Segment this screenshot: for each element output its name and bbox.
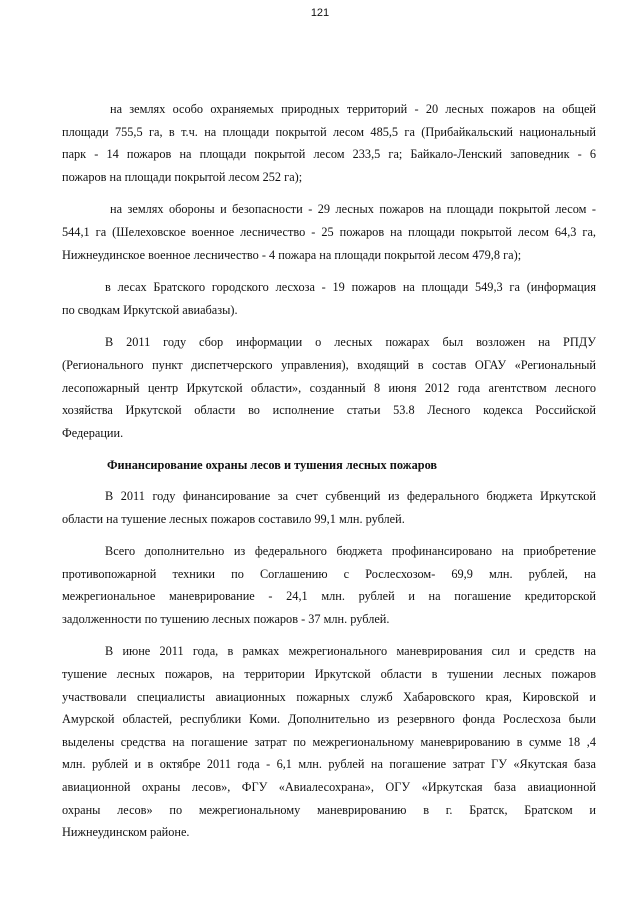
paragraph bbox=[62, 276, 596, 321]
text-line: авиационной охраны лесов», ФГУ «Авиалесохрана», ОГУ «Иркутская база авиационной bbox=[62, 780, 596, 795]
text-line: охраны лесов» по межрегиональному маневрированию в г. Братск, Братском и bbox=[62, 802, 596, 817]
text-line: по сводкам Иркутской авиабазы). bbox=[62, 302, 238, 317]
text-line: (Регионального пункт диспетчерского управления), входящий в состав ОГАУ «Региональный bbox=[62, 357, 596, 372]
text-line: В 2011 году финансирование за счет субвенций из федерального бюджета Иркутской bbox=[105, 488, 596, 503]
text-line: области на тушение лесных пожаров составило 99,1 млн. рублей. bbox=[62, 511, 405, 526]
paragraph-group-1 bbox=[62, 98, 596, 444]
text-line: в лесах Братского городского лесхоза - 19 пожаров на площади 549,3 га (информация bbox=[105, 280, 596, 295]
text-line: задолженности по тушению лесных пожаров - 37 млн. рублей. bbox=[62, 611, 390, 626]
text-line: лесопожарный центр Иркутской области», созданный 8 июня 2012 года агентством лесного bbox=[62, 380, 596, 395]
text-line: выделены средства на погашение затрат по межрегиональному маневрированию в сумме 18 ,4 bbox=[62, 734, 596, 749]
text-line: Амурской областей, республики Коми. Дополнительно из резервного фонда Рослесхоза были bbox=[62, 712, 596, 727]
text-line: Нижнеудинское военное лесничество - 4 пожара на площади покрытой лесом 479,8 га); bbox=[62, 247, 522, 262]
page-number: 121 bbox=[310, 7, 330, 19]
paragraph-group-2 bbox=[62, 485, 596, 844]
text-line: Всего дополнительно из федерального бюджета профинансировано на приобретение bbox=[105, 544, 596, 559]
text-line: тушение лесных пожаров, на территории Иркутской области в тушении лесных пожаров bbox=[62, 667, 596, 682]
text-line: площади 755,5 га, в т.ч. на площади покрытой лесом 485,5 га (Прибайкальский национальный bbox=[62, 124, 596, 139]
text-line: Федерации. bbox=[62, 425, 124, 440]
text-line: В июне 2011 года, в рамках межрегионального маневрирования сил и средств на bbox=[105, 644, 596, 659]
paragraph bbox=[62, 640, 596, 843]
text-line: млн. рублей и в октябре 2011 года - 6,1 млн. рублей на погашение затрат ГУ «Якутская база bbox=[62, 757, 596, 772]
text-line: парк - 14 пожаров на площади покрытой лесом 233,5 га; Байкало-Ленский заповедник - 6 bbox=[62, 147, 596, 162]
text-line: противопожарной техники по Соглашению с Рослесхозом- 69,9 млн. рублей, на bbox=[62, 566, 596, 581]
paragraph bbox=[62, 540, 596, 630]
text-line: межрегиональное маневрирование - 24,1 млн. рублей и на погашение кредиторской bbox=[62, 589, 596, 604]
text-line: на землях особо охраняемых природных территорий - 20 лесных пожаров на общей bbox=[110, 102, 596, 116]
text-line: Нижнеудинском районе. bbox=[62, 825, 190, 840]
paragraph bbox=[62, 98, 596, 188]
text-line: пожаров на площади покрытой лесом 252 га); bbox=[62, 169, 303, 184]
paragraph bbox=[62, 485, 596, 530]
text-line: на землях обороны и безопасности - 29 лесных пожаров на площади покрытой лесом - bbox=[110, 202, 596, 217]
text-line: хозяйства Иркутской области во исполнение статьи 53.8 Лесного кодекса Российской bbox=[62, 403, 596, 418]
paragraph bbox=[62, 331, 596, 444]
document-body bbox=[62, 98, 596, 854]
section-heading: Финансирование охраны лесов и тушения лесных пожаров bbox=[107, 458, 438, 473]
text-line: участвовали специалисты авиационных пожарных служб Хабаровского края, Кировской и bbox=[62, 689, 596, 704]
text-line: 544,1 га (Шелеховское военное лесничество - 25 пожаров на площади покрытой лесом 64,3 га, bbox=[62, 224, 596, 239]
paragraph bbox=[62, 198, 596, 266]
text-line: В 2011 году сбор информации о лесных пожарах был возложен на РПДУ bbox=[105, 335, 596, 350]
